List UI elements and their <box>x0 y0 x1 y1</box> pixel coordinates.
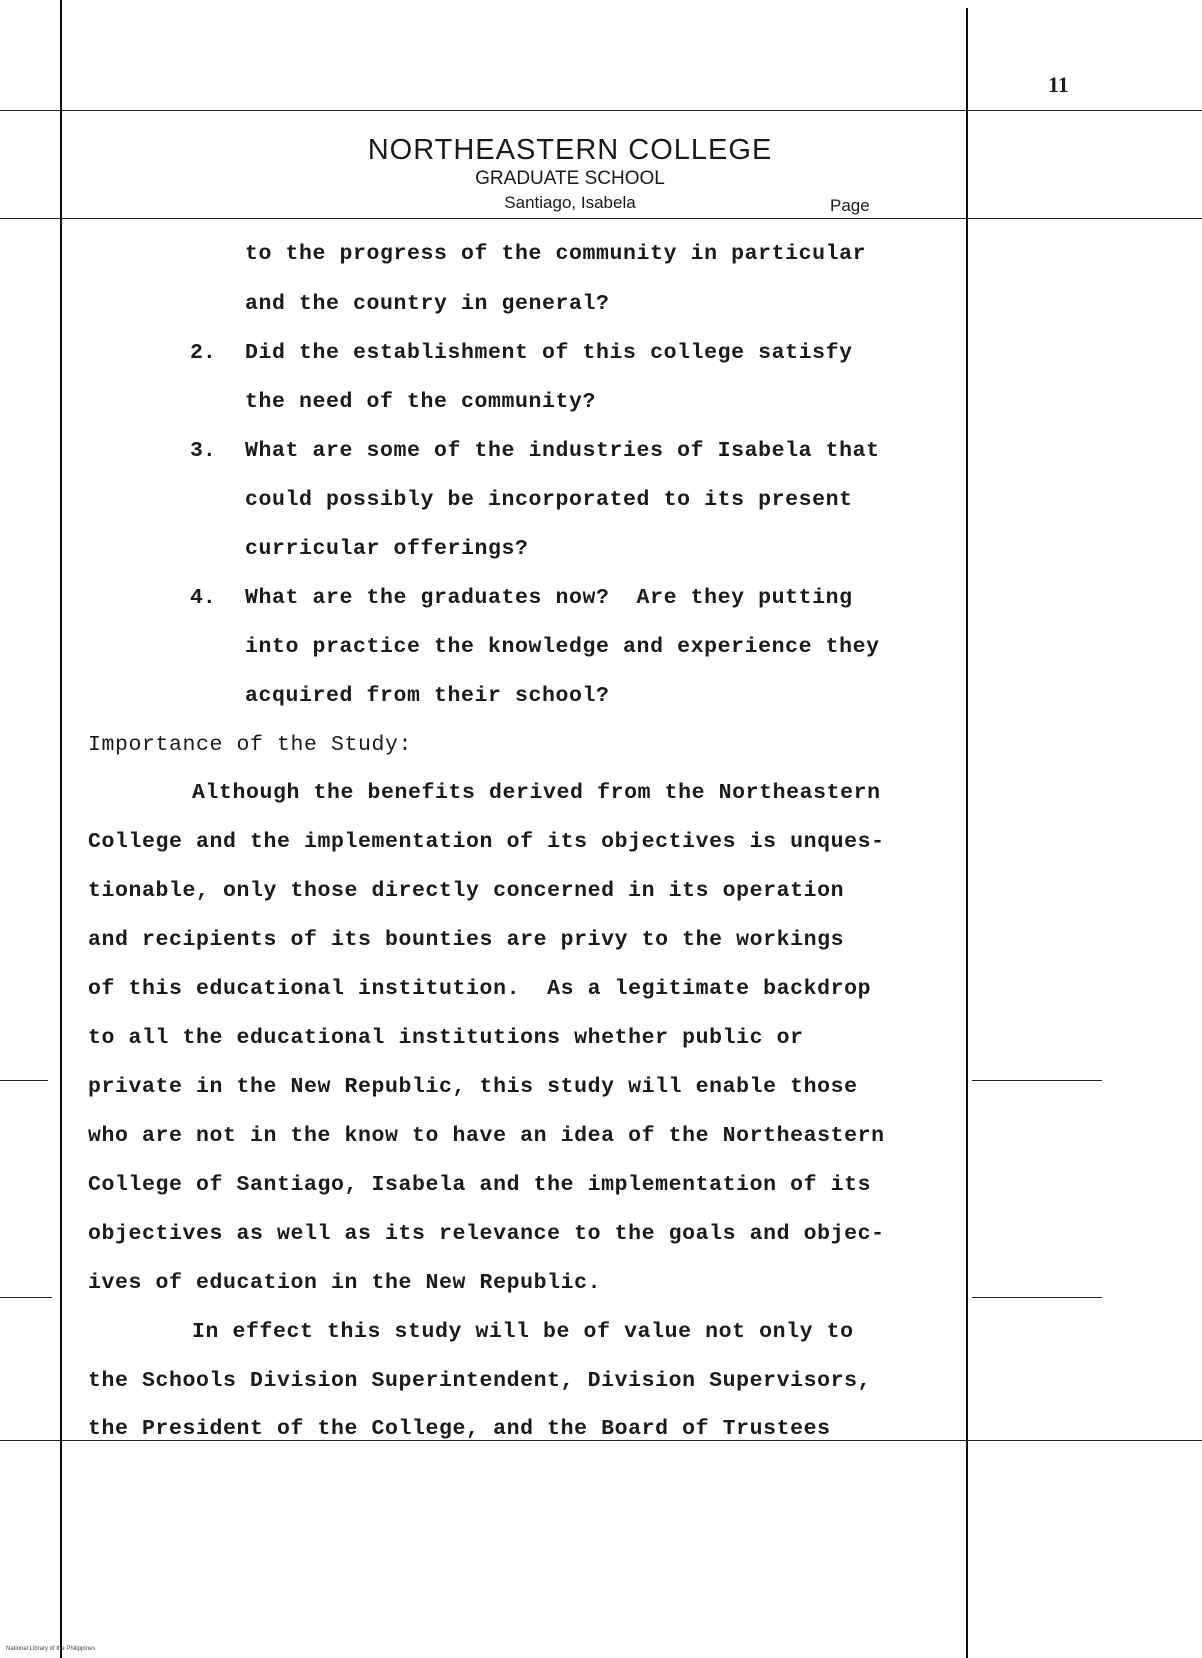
text-line: into practice the knowledge and experience they <box>245 635 880 659</box>
college-location: Santiago, Isabela <box>504 193 636 212</box>
text-line: In effect this study will be of value not only to <box>192 1320 854 1344</box>
text-line: to all the educational institutions whether public or <box>88 1026 804 1050</box>
text-line: could possibly be incorporated to its present <box>245 488 853 512</box>
text-line: curricular offerings? <box>245 537 529 561</box>
text-line: the Schools Division Superintendent, Division Supervisors, <box>88 1369 872 1393</box>
text-line: acquired from their school? <box>245 684 610 708</box>
right-mid-rule <box>972 1080 1102 1081</box>
archive-footer: National Library of the Philippines <box>6 1646 96 1652</box>
text-line: College of Santiago, Isabela and the implementation of its <box>88 1173 872 1197</box>
section-heading: Importance of the Study: <box>88 733 413 757</box>
header-rule <box>0 218 1202 219</box>
text-line: to the progress of the community in particular <box>245 242 867 266</box>
college-name: NORTHEASTERN COLLEGE <box>367 134 773 166</box>
left-mid-rule <box>0 1080 48 1081</box>
left-lower-rule <box>0 1297 52 1298</box>
page-label: Page <box>830 196 870 215</box>
text-line: tionable, only those directly concerned in its operation <box>88 879 845 903</box>
text-line: Although the benefits derived from the Northeastern <box>192 781 881 805</box>
text-line: objectives as well as its relevance to the goals and objec- <box>88 1222 885 1246</box>
question-number: 4. <box>190 586 216 610</box>
right-lower-rule <box>972 1297 1102 1298</box>
school-name: GRADUATE SCHOOL <box>475 168 665 189</box>
text-line: of this educational institution. As a legitimate backdrop <box>88 977 872 1001</box>
text-line: who are not in the know to have an idea of the Northeastern <box>88 1124 885 1148</box>
top-rule <box>0 110 1202 111</box>
text-line: ives of education in the New Republic. <box>88 1271 602 1295</box>
left-margin-rule <box>60 0 62 1658</box>
text-line: What are some of the industries of Isabela that <box>245 439 880 463</box>
text-line: College and the implementation of its objectives is unques- <box>88 830 885 854</box>
question-number: 3. <box>190 439 216 463</box>
right-margin-rule <box>966 8 968 1658</box>
text-line: the President of the College, and the Board of Trustees <box>88 1417 831 1441</box>
text-line: and recipients of its bounties are privy to the workings <box>88 928 845 952</box>
text-line: Did the establishment of this college satisfy <box>245 341 853 365</box>
text-line: the need of the community? <box>245 390 597 414</box>
text-line: and the country in general? <box>245 292 610 316</box>
question-number: 2. <box>190 341 216 365</box>
page-number: 11 <box>1048 72 1069 97</box>
text-line: private in the New Republic, this study will enable those <box>88 1075 858 1099</box>
text-line: What are the graduates now? Are they putting <box>245 586 853 610</box>
